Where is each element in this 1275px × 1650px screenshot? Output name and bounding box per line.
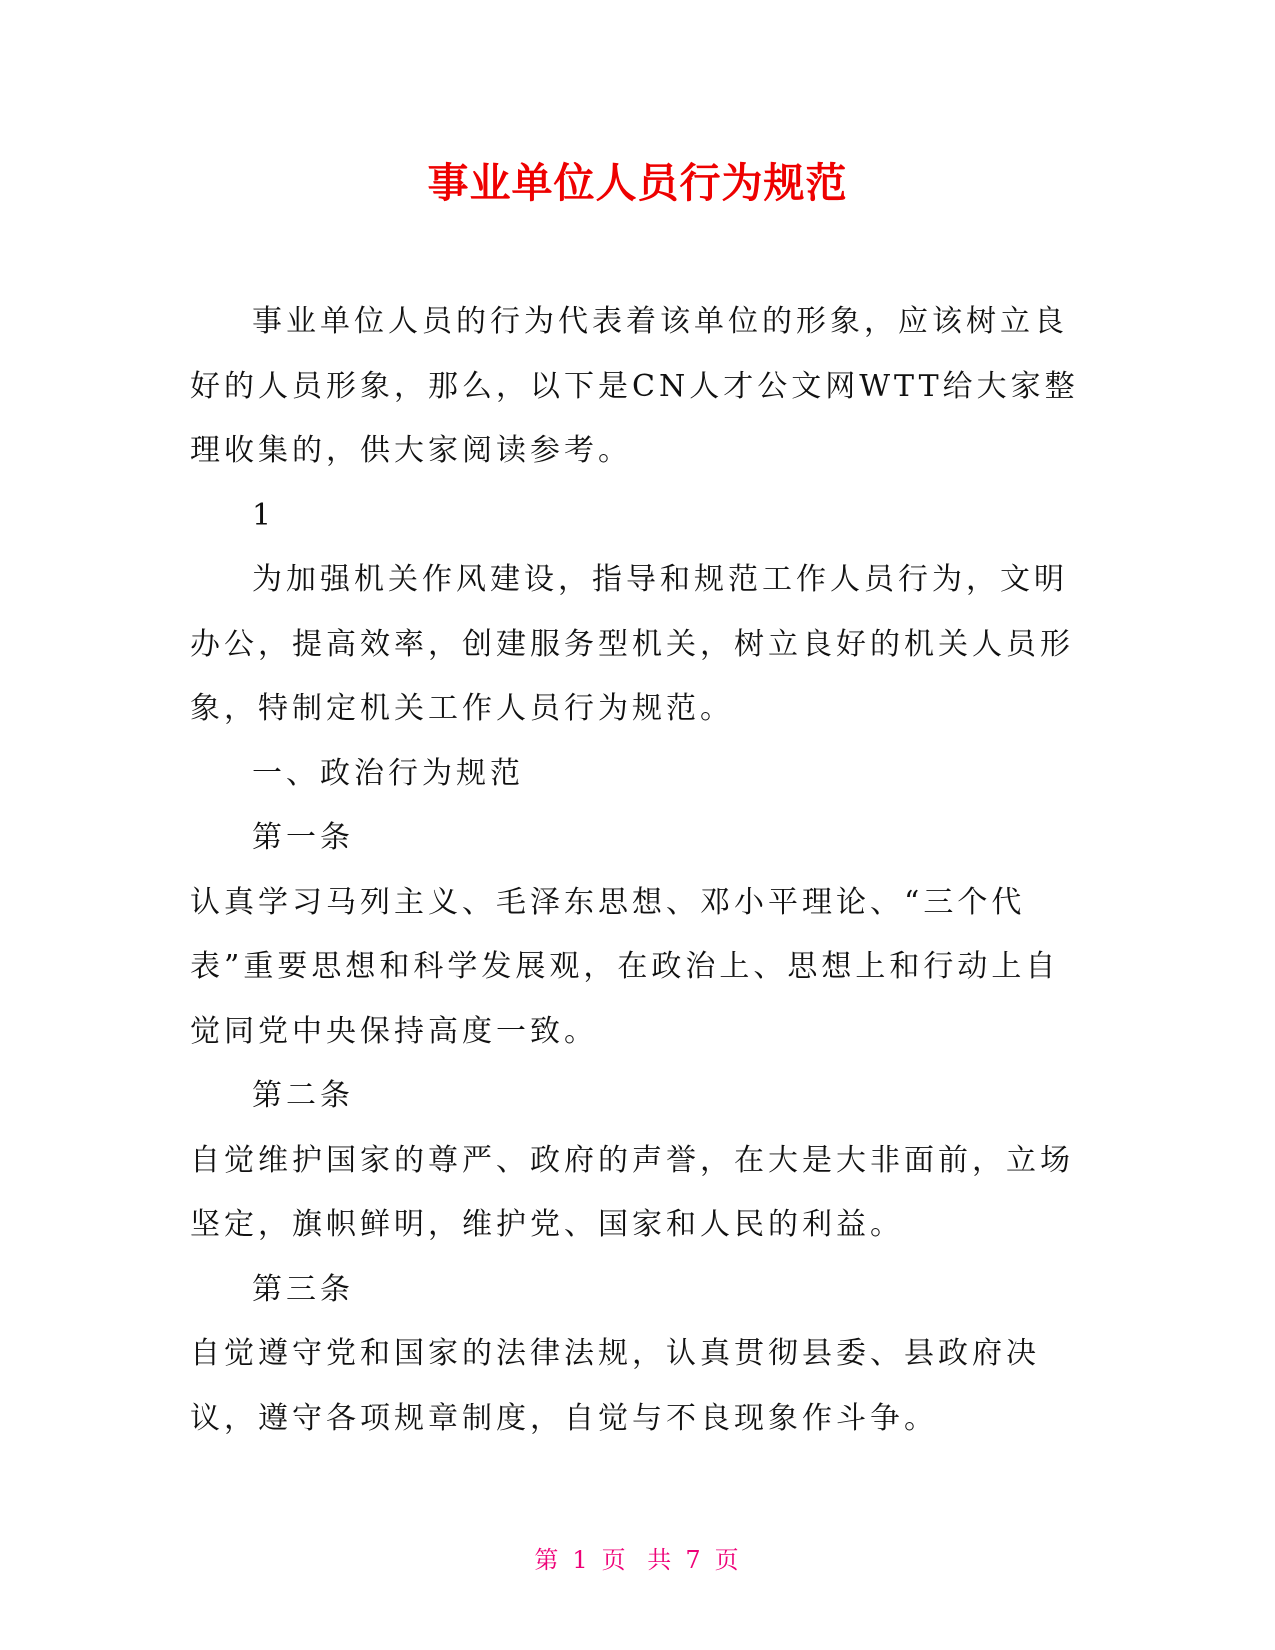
article-2-heading: 第二条: [252, 1078, 354, 1113]
article-1-heading: 第一条: [252, 820, 354, 855]
paragraph-intro: 事业单位人员的行为代表着该单位的形象，应该树立良好的人员形象，那么，以下是CN人才公文网WTT给大家整理收集的，供大家阅读参考。: [190, 304, 1079, 468]
article-3-heading: 第三条: [252, 1271, 354, 1307]
footer-prefix: 第: [534, 1546, 561, 1574]
document-title: 事业单位人员行为规范: [427, 159, 848, 207]
paragraph-number: 1: [252, 497, 276, 533]
page-footer: [0, 1540, 1275, 1575]
article-3-text: 自觉遵守党和国家的法律法规，认真贯彻县委、县政府决议，遵守各项规章制度，自觉与不良现象作斗争。: [190, 1336, 1040, 1436]
footer-total-pages: 7: [685, 1546, 703, 1574]
footer-current-page: 1: [572, 1546, 590, 1574]
footer-suffix: 页: [714, 1546, 741, 1574]
article-1-text: 认真学习马列主义、毛泽东思想、邓小平理论、“三个代表”重要思想和科学发展观，在政治上、思想上和行动上自觉同党中央保持高度一致。: [190, 884, 1060, 1049]
article-2-text: 自觉维护国家的尊严、政府的声誉，在大是大非面前，立场坚定，旗帜鲜明，维护党、国家和人民的利益。: [190, 1142, 1074, 1242]
document-body: [190, 290, 1090, 1451]
footer-mid: 页 共: [601, 1546, 674, 1574]
paragraph-preamble: 为加强机关作风建设，指导和规范工作人员行为，文明办公，提高效率，创建服务型机关，树立良好的机关人员形象，特制定机关工作人员行为规范。: [190, 562, 1074, 726]
section-heading-political: 一、政治行为规范: [252, 755, 524, 791]
